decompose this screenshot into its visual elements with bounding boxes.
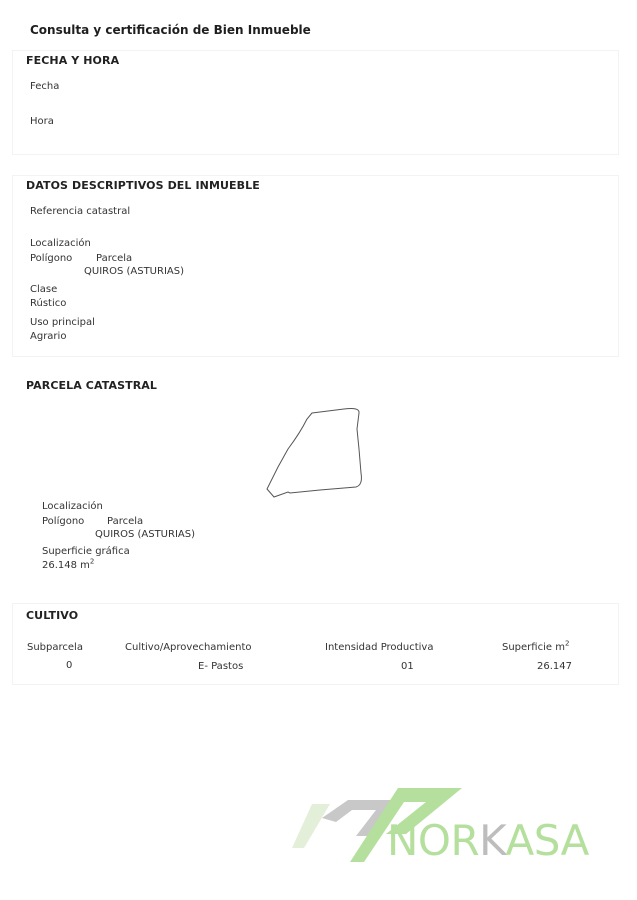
superficie-grafica-unit-sup: 2 [89, 557, 95, 566]
col-subparcela: Subparcela [27, 642, 83, 653]
parcela-parcela-label: Parcela [107, 516, 144, 527]
localizacion-label: Localización [30, 238, 91, 249]
municipio-value: QUIROS (ASTURIAS) [84, 266, 184, 277]
logo-text-asa: ASA [505, 816, 589, 865]
cultivo-heading: CULTIVO [26, 609, 79, 622]
parcela-label: Parcela [96, 253, 133, 264]
superficie-grafica-value [42, 557, 95, 571]
document-title: Consulta y certificación de Bien Inmueble [30, 23, 311, 37]
parcela-poligono-label: Polígono [42, 516, 85, 527]
col-superficie [502, 639, 570, 653]
hora-label: Hora [30, 116, 54, 127]
cell-superficie: 26.147 [537, 661, 572, 672]
superficie-grafica-number: 26.148 m [42, 560, 90, 571]
uso-principal-value: Agrario [30, 331, 67, 342]
datos-heading: DATOS DESCRIPTIVOS DEL INMUEBLE [26, 179, 260, 192]
parcel-outline [260, 405, 370, 505]
col-superficie-label: Superficie m [502, 642, 565, 653]
parcela-localizacion-label: Localización [42, 501, 103, 512]
cell-intensidad: 01 [401, 661, 414, 672]
logo-text-k: K [479, 816, 506, 865]
uso-principal-label: Uso principal [30, 317, 95, 328]
fecha-hora-heading: FECHA Y HORA [26, 54, 120, 67]
cell-cultivo: E- Pastos [198, 661, 244, 672]
logo-text-nor: NOR [387, 816, 480, 865]
col-intensidad: Intensidad Productiva [325, 642, 434, 653]
cell-subparcela: 0 [66, 660, 73, 671]
parcela-municipio-value: QUIROS (ASTURIAS) [95, 529, 195, 540]
col-cultivo: Cultivo/Aprovechamiento [125, 642, 252, 653]
clase-label: Clase [30, 284, 58, 295]
col-superficie-unit-sup: 2 [564, 639, 570, 648]
referencia-catastral-label: Referencia catastral [30, 206, 131, 217]
logo-wordmark [387, 816, 589, 865]
poligono-label: Polígono [30, 253, 73, 264]
parcela-heading: PARCELA CATASTRAL [26, 379, 157, 392]
superficie-grafica-label: Superficie gráfica [42, 546, 130, 557]
norkasa-logo [290, 784, 635, 868]
clase-value: Rústico [30, 298, 67, 309]
fecha-label: Fecha [30, 81, 60, 92]
